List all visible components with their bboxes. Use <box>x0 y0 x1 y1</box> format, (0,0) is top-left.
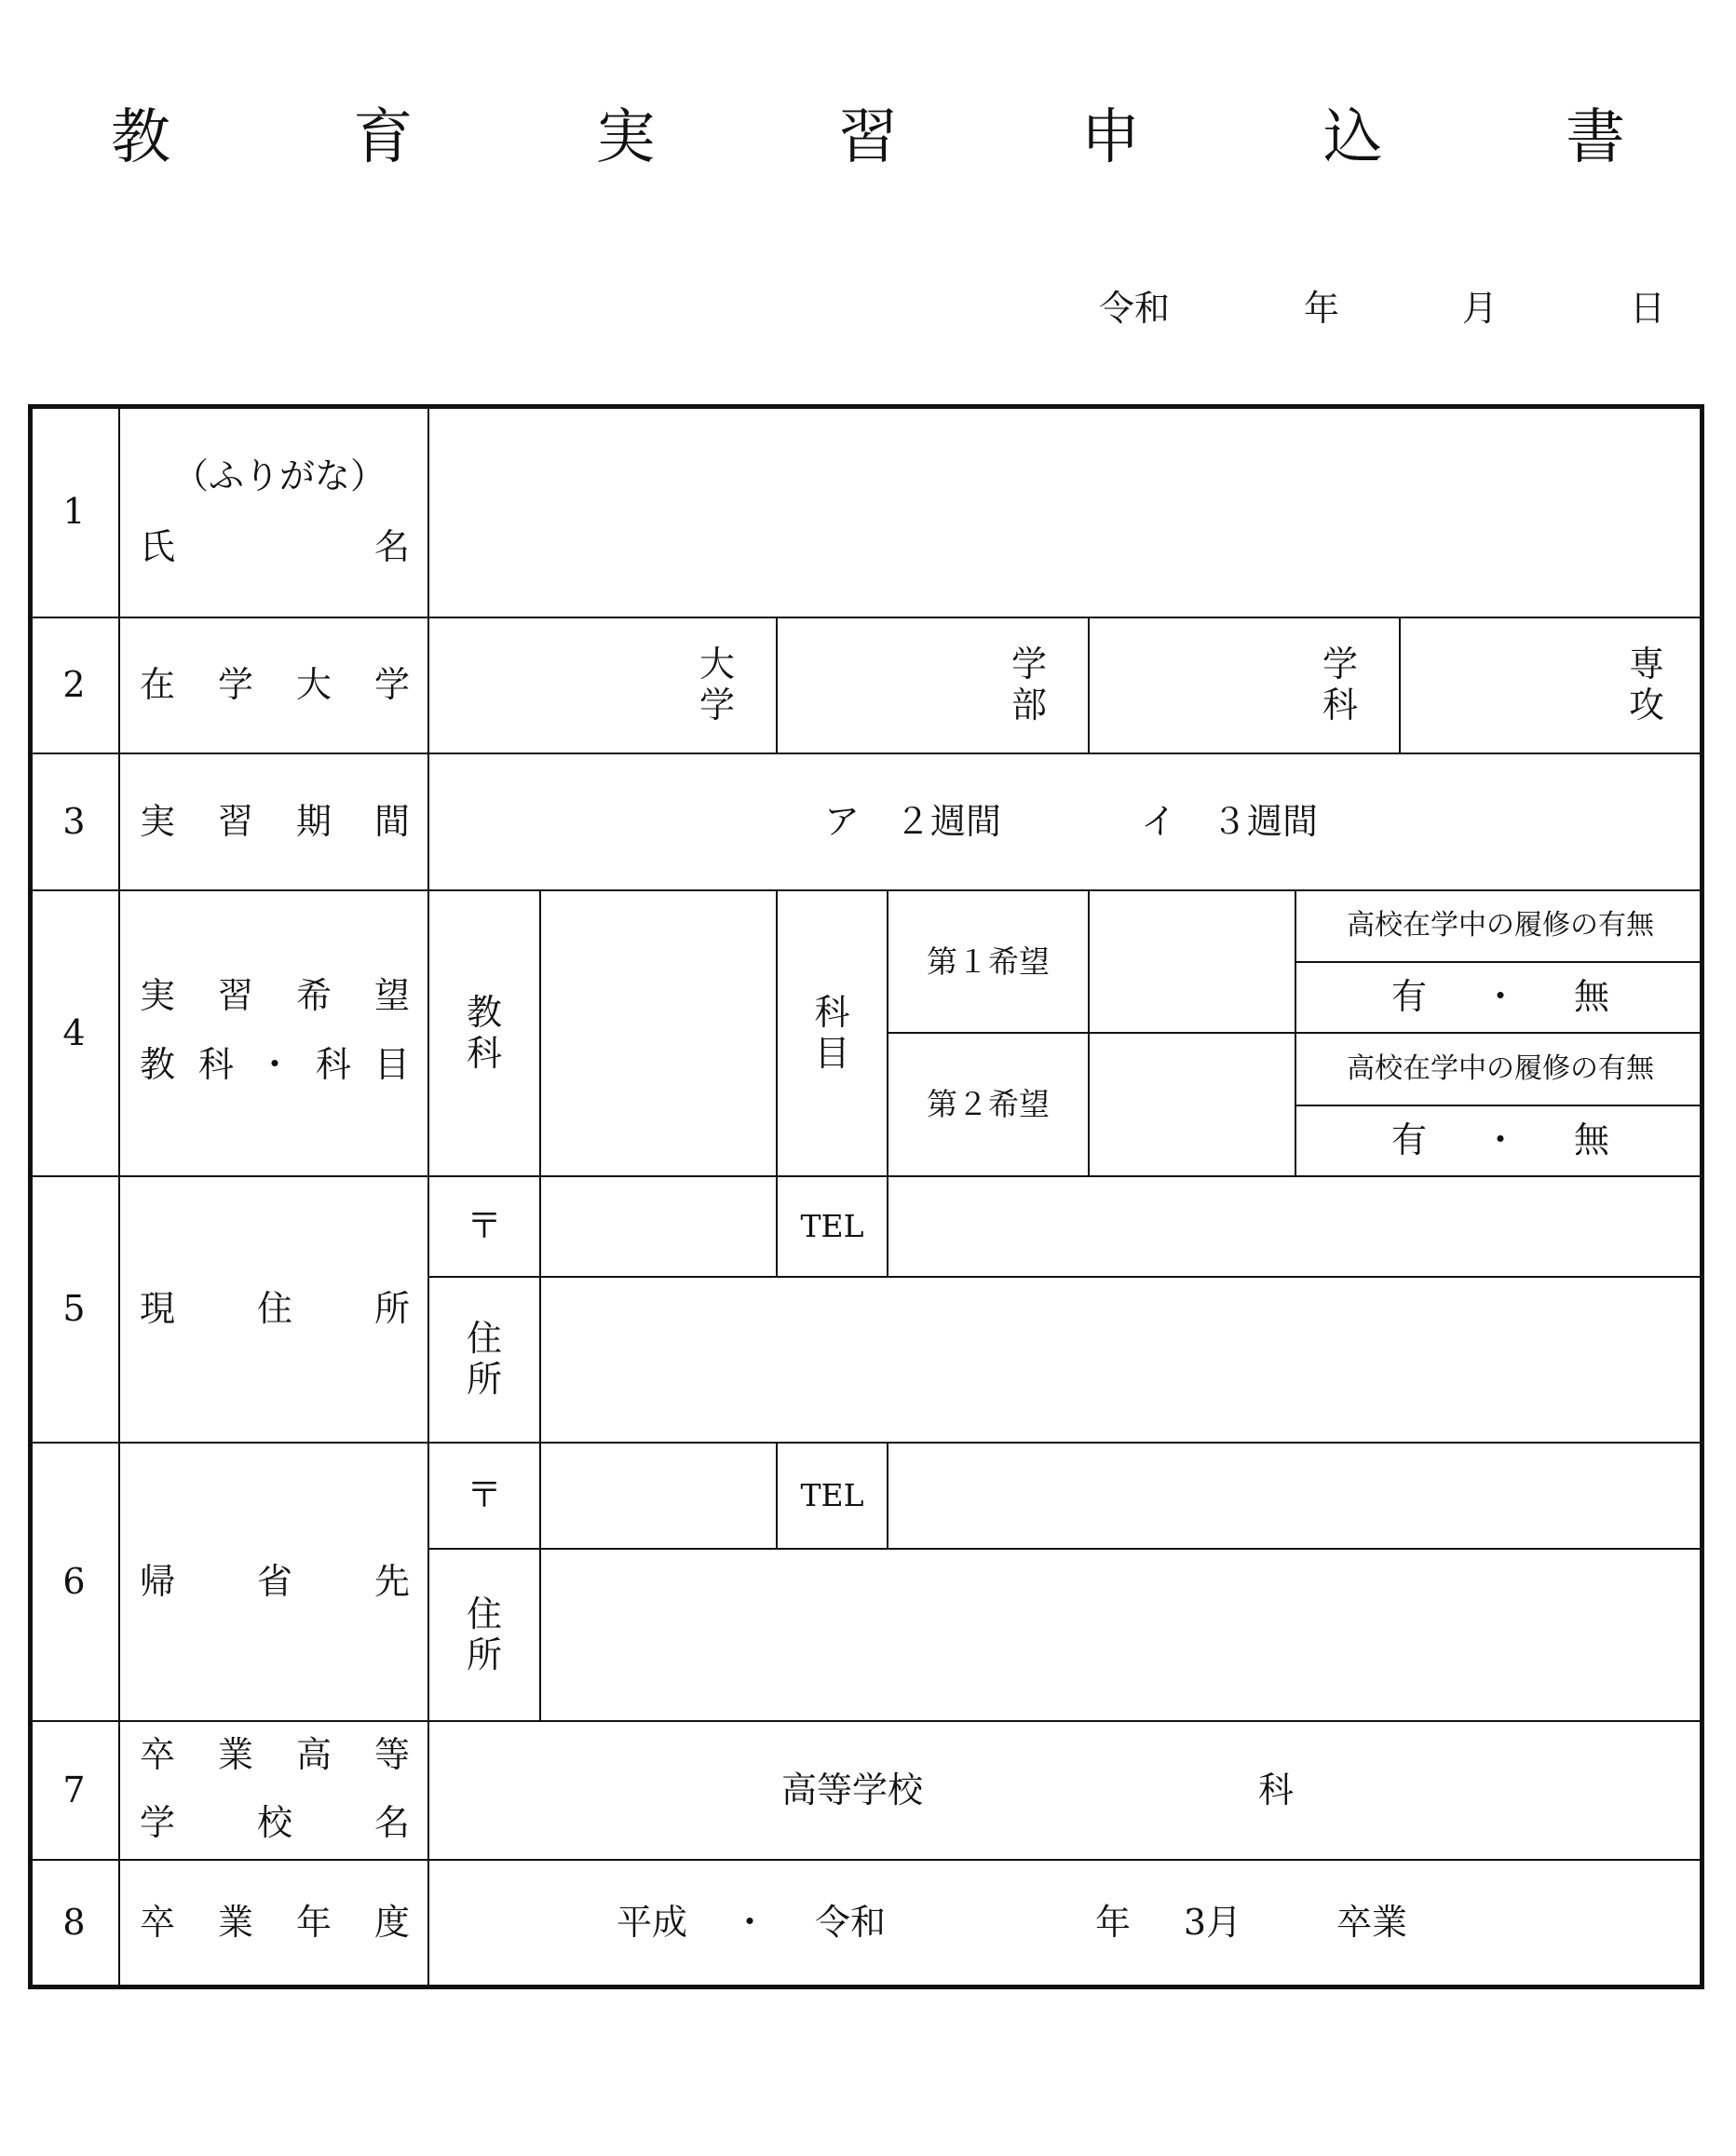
address-sub-label: 住 所 <box>466 1318 502 1400</box>
row2-number: 2 <box>62 664 86 706</box>
first-history-question: 高校在学中の履修の有無 <box>1347 909 1654 942</box>
postal-code-field[interactable] <box>541 1177 776 1276</box>
home-tel-label: TEL <box>800 1477 864 1514</box>
second-choice-label: 第２希望 <box>927 1086 1050 1123</box>
date-year: 年 <box>1304 288 1340 329</box>
address-field[interactable] <box>541 1278 1701 1442</box>
tel-label: TEL <box>800 1208 864 1245</box>
faculty-suffix: 学 部 <box>1010 644 1047 725</box>
row7-number: 7 <box>62 1769 86 1810</box>
home-tel-field[interactable] <box>888 1444 1701 1548</box>
grad-year-suffix: 年 <box>1094 1902 1131 1944</box>
row6-number: 6 <box>62 1560 86 1602</box>
period-option-2weeks[interactable]: ア ２週間 <box>823 800 1001 842</box>
second-choice-field[interactable] <box>1090 1034 1295 1175</box>
name-label: 氏 名 <box>140 526 410 568</box>
row8-number: 8 <box>62 1902 86 1944</box>
home-postal-code-field[interactable] <box>541 1444 776 1548</box>
university-label: 在 学 大 学 <box>140 664 410 706</box>
page-title: 教 育 実 習 申 込 書 <box>110 103 1708 172</box>
tel-field[interactable] <box>888 1177 1701 1276</box>
subject-label-2: 教 科 ・ 科 目 <box>140 1044 410 1086</box>
course-suffix: 科 <box>1257 1769 1294 1810</box>
row4-number: 4 <box>62 1011 86 1053</box>
grad-month: 3月 <box>1183 1902 1242 1944</box>
second-history-question: 高校在学中の履修の有無 <box>1347 1051 1654 1085</box>
home-address-field[interactable] <box>541 1550 1701 1720</box>
date-era: 令和 <box>1099 288 1171 329</box>
row1-number: 1 <box>62 491 86 533</box>
name-field[interactable] <box>430 408 1701 617</box>
major-suffix: 専 攻 <box>1628 644 1664 725</box>
highschool-label-2: 学 校 名 <box>140 1802 410 1844</box>
era-heisei[interactable]: 平成 <box>616 1902 687 1944</box>
home-address-sub-label: 住 所 <box>466 1593 502 1675</box>
university-suffix: 大 学 <box>698 644 735 725</box>
furigana-label: （ふりがな） <box>172 455 386 497</box>
highschool-suffix: 高等学校 <box>780 1769 923 1810</box>
address-label: 現 住 所 <box>140 1288 410 1330</box>
home-postal-mark: 〒 <box>466 1474 502 1516</box>
kamoku-label: 科 目 <box>814 991 850 1074</box>
grad-suffix: 卒業 <box>1336 1902 1407 1944</box>
first-choice-field[interactable] <box>1090 891 1295 1032</box>
graduation-label: 卒 業 年 度 <box>140 1902 410 1944</box>
kyouka-label: 教 科 <box>466 991 502 1074</box>
postal-mark: 〒 <box>466 1205 502 1247</box>
date-day: 日 <box>1630 288 1666 329</box>
row3-number: 3 <box>62 800 86 842</box>
second-history-choice[interactable]: 有 ・ 無 <box>1390 1119 1610 1161</box>
era-separator: ・ <box>731 1902 767 1944</box>
first-choice-label: 第１希望 <box>927 942 1050 980</box>
date-month: 月 <box>1462 288 1499 329</box>
period-option-3weeks[interactable]: イ ３週間 <box>1140 800 1318 842</box>
home-address-label: 帰 省 先 <box>140 1560 410 1602</box>
era-reiwa[interactable]: 令和 <box>814 1902 886 1944</box>
first-history-choice[interactable]: 有 ・ 無 <box>1390 976 1610 1018</box>
subject-label-1: 実 習 希 望 <box>140 975 410 1017</box>
period-label: 実 習 期 間 <box>140 800 410 842</box>
row5-number: 5 <box>62 1288 86 1330</box>
date-line <box>1099 279 1676 329</box>
department-suffix: 学 科 <box>1322 644 1358 725</box>
highschool-label-1: 卒 業 高 等 <box>140 1734 410 1776</box>
kyouka-field[interactable] <box>541 891 776 1175</box>
